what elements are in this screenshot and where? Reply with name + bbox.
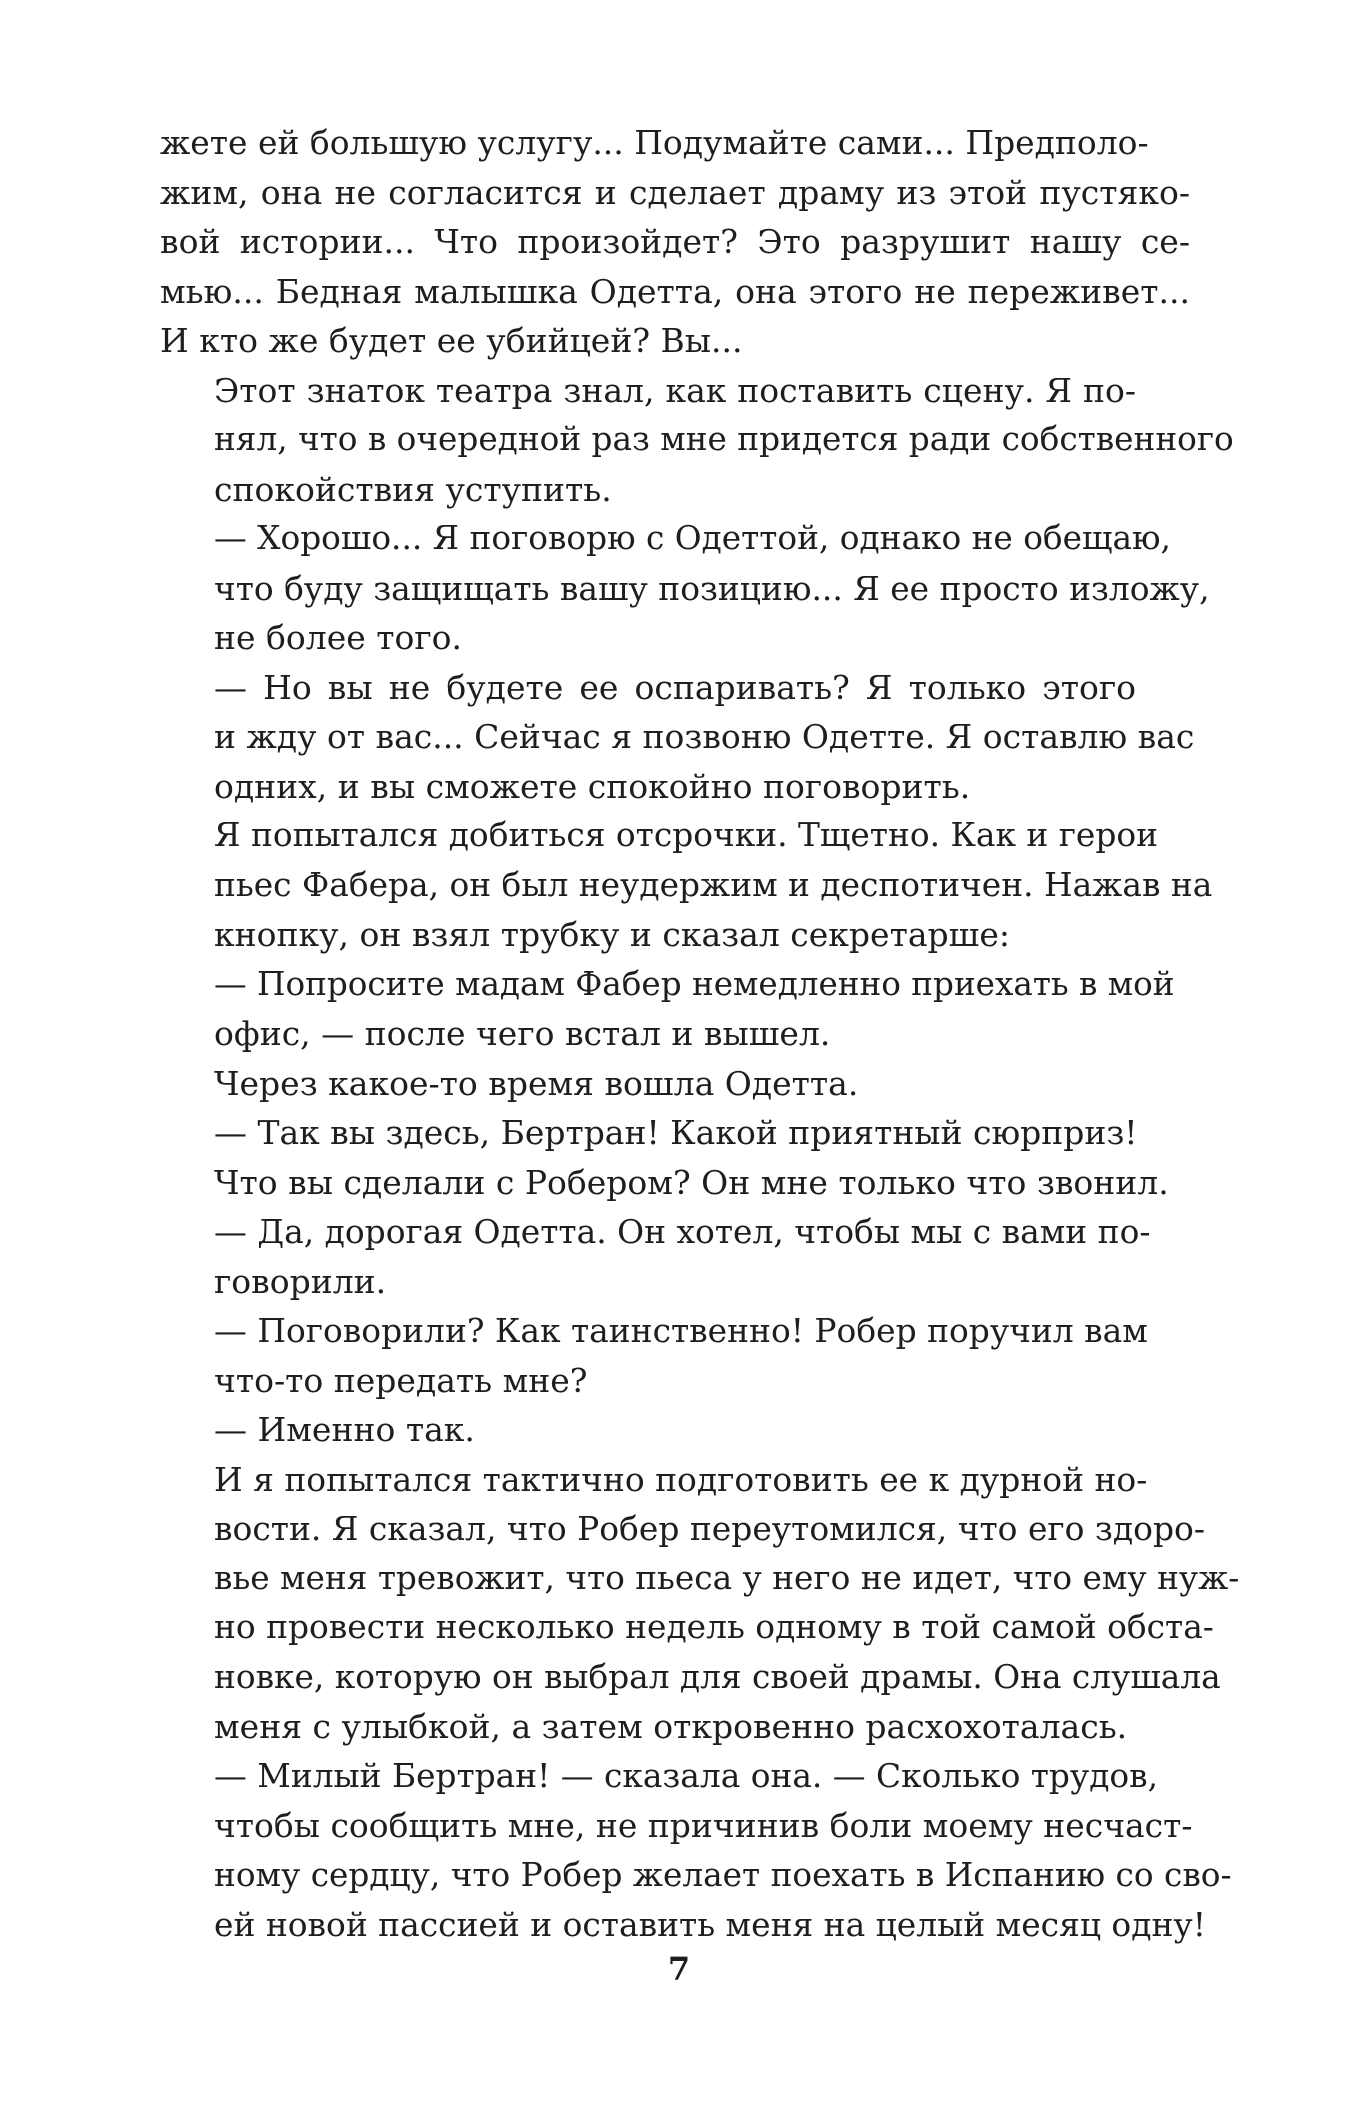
text-line: не более того.: [214, 618, 463, 657]
paragraph: [160, 1207, 1190, 1306]
text-line: спокойствия уступить.: [214, 469, 612, 509]
text-line: вости. Я сказал, что Робер переутомился, что его здоро-: [214, 1509, 1205, 1548]
text-line: вье меня тревожит, что пьеса у него не идет, что ему нуж-: [214, 1558, 1240, 1597]
text-line: — Милый Бертран! — сказала она. — Сколько трудов,: [214, 1756, 1159, 1795]
text-line: но провести несколько недель одному в той самой обста-: [214, 1608, 1214, 1646]
text-line: ному сердцу, что Робер желает поехать в Испанию со сво-: [214, 1855, 1232, 1894]
paragraph: [160, 1405, 1190, 1455]
paragraph: [160, 960, 1190, 1059]
text-line: — Так вы здесь, Бертран! Какой приятный сюрприз!: [214, 1113, 1138, 1152]
text-line: нял, что в очередной раз мне придется ради собственного: [214, 420, 1234, 458]
text-line: — Хорошо... Я поговорю с Одеттой, однако не обещаю,: [214, 519, 1171, 557]
text-line: офис, — после чего встал и вышел.: [214, 1014, 831, 1053]
text-line: новке, которую он выбрал для своей драмы. Она слушала: [214, 1657, 1221, 1696]
paragraph: [160, 1108, 1190, 1207]
text-line: вой истории... Что произойдет? Это разрушит нашу се-: [160, 222, 1190, 261]
text-line: — Именно так.: [214, 1410, 475, 1449]
page-number: 7: [667, 1950, 691, 1988]
paragraph: [160, 663, 1195, 812]
text-line: Я попытался добиться отсрочки. Тщетно. Как и герои: [214, 816, 1159, 854]
text-line: что-то передать мне?: [214, 1360, 588, 1400]
text-line: Через какое-то время вошла Одетта.: [214, 1063, 859, 1103]
text-line: ей новой пассией и оставить меня на целый месяц одну!: [214, 1905, 1206, 1944]
paragraph: [160, 1059, 1190, 1109]
text-line: говорили.: [214, 1261, 387, 1301]
text-line: что буду защищать вашу позицию... Я ее просто изложу,: [214, 568, 1210, 608]
paragraph: [160, 514, 1210, 663]
paragraph: [160, 1455, 1240, 1752]
text-line: меня с улыбкой, а затем откровенно расхохоталась.: [214, 1707, 1128, 1746]
text-line: одних, и вы сможете спокойно поговорить.: [214, 766, 971, 806]
text-line: пьес Фабера, он был неудержим и деспотичен. Нажав на: [214, 865, 1213, 904]
text-line: И кто же будет ее убийцей? Вы...: [160, 321, 743, 360]
text-line: кнопку, он взял трубку и сказал секретарше:: [214, 915, 1010, 954]
text-line: И я попытался тактично подготовить ее к дурной но-: [214, 1459, 1148, 1499]
text-line: — Да, дорогая Одетта. Он хотел, чтобы мы с вами по-: [214, 1212, 1151, 1251]
text-line: Что вы сделали с Робером? Он мне только что звонил.: [214, 1162, 1169, 1202]
text-line: чтобы сообщить мне, не причинив боли моему несчаст-: [214, 1806, 1193, 1845]
paragraph: [160, 366, 1234, 515]
text-line: Этот знаток театра знал, как поставить сцену. Я по-: [214, 370, 1136, 410]
text-line: — Попросите мадам Фабер немедленно приехать в мой: [214, 964, 1175, 1003]
text-line: и жду от вас... Сейчас я позвоню Одетте. Я оставлю вас: [214, 717, 1195, 756]
paragraph: [160, 1306, 1190, 1405]
text-line: — Но вы не будете ее оспаривать? Я только этого: [214, 667, 1136, 707]
page-body-text: [160, 118, 1240, 1950]
paragraph: [160, 118, 1190, 366]
text-line: мью... Бедная малышка Одетта, она этого не переживет...: [160, 271, 1190, 311]
text-line: жете ей большую услугу... Подумайте сами... Предполо-: [160, 123, 1149, 162]
text-line: — Поговорили? Как таинственно! Робер поручил вам: [214, 1311, 1148, 1350]
text-line: жим, она не согласится и сделает драму из этой пустяко-: [160, 172, 1190, 212]
paragraph: [160, 1752, 1232, 1950]
paragraph: [160, 811, 1213, 960]
